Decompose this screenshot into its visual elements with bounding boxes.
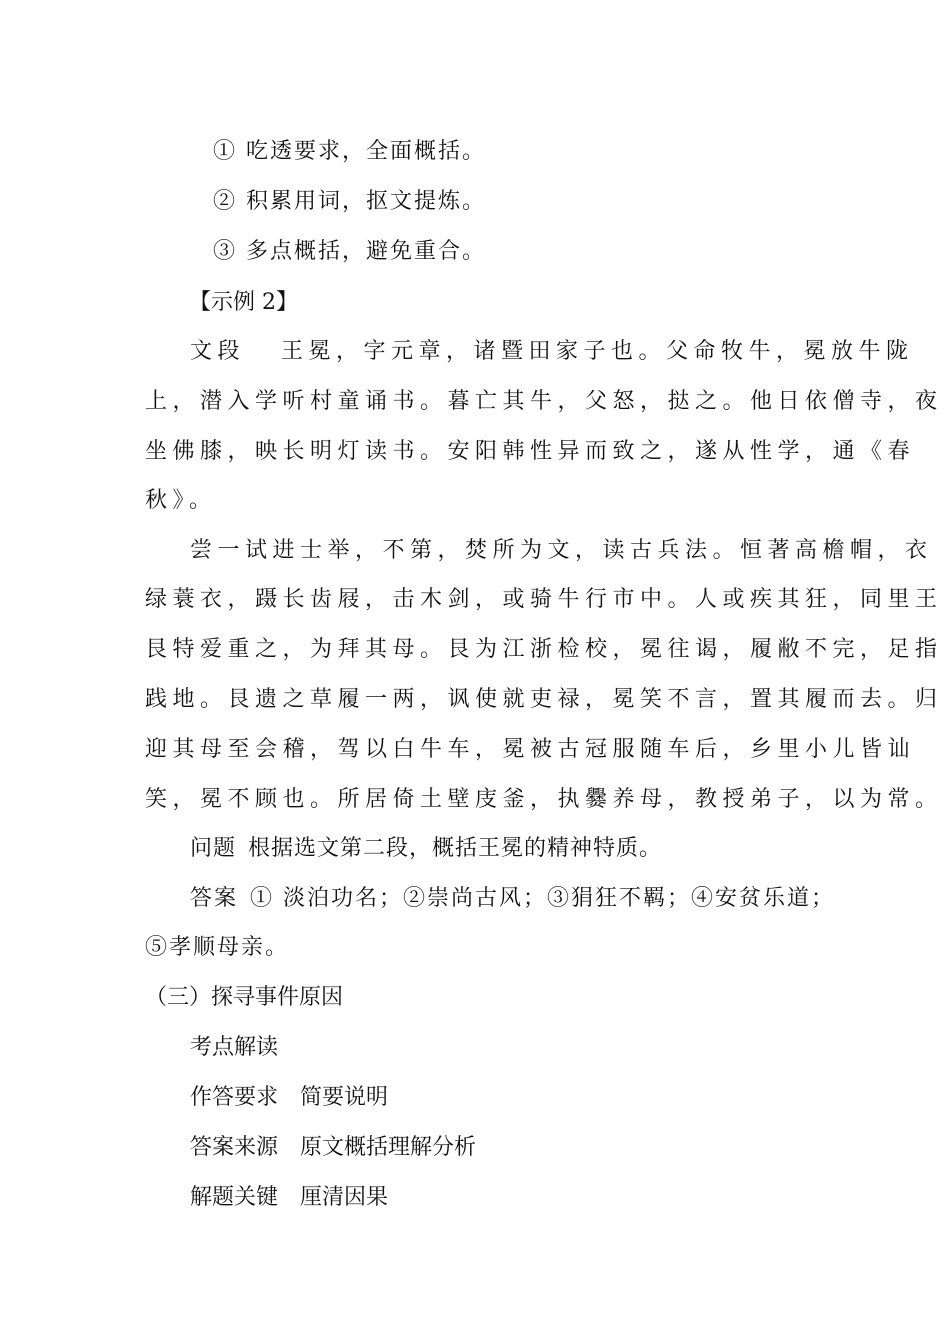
info-row [190,1083,388,1113]
passage-first-line [190,337,914,367]
passage-line: 上，潜入学听村童诵书。暮亡其牛，父怒，挞之。他日依僧寺，夜 [145,389,943,414]
answer [190,884,835,914]
question-label: 问题 [190,836,237,861]
passage-line: 笑，冕不顾也。所居倚土壁庋釜，执爨养母，教授弟子，以为常。 [145,787,943,812]
tip-3: ③ 多点概括，避免重合。 [213,239,486,264]
passage-line: 坐佛膝，映长明灯读书。安阳韩性异而致之，遂从性学，通《春 [145,439,916,464]
passage-line: 践地。艮遗之草履一两，讽使就吏禄，冕笑不言，置其履而去。归 [145,687,943,712]
answer-label: 答案 [190,886,239,911]
info-value: 厘清因果 [300,1185,389,1210]
passage-p1-first: 王冕，字元章，诸暨田家子也。父命牧牛，冕放牛陇 [281,339,914,364]
passage-label: 文段 [190,339,246,364]
info-key: 解题关键 [190,1185,279,1210]
info-key: 作答要求 [190,1085,279,1110]
passage-line: 艮特爱重之，为拜其母。艮为江浙检校，冕往谒，履敝不完，足指 [145,637,943,662]
passage-p2-first: 尝一试进士举，不第，焚所为文，读古兵法。恒著高檐帽，衣 [190,538,933,563]
info-row [190,1183,388,1213]
tip-2: ② 积累用词，抠文提炼。 [213,189,486,214]
info-value: 简要说明 [300,1085,389,1110]
answer-first: ① 淡泊功名；②崇尚古风；③狷狂不羁；④安贫乐道； [250,886,836,911]
passage-line: 迎其母至会稽，驾以白牛车，冕被古冠服随车后，乡里小儿皆讪 [145,737,916,762]
info-key: 答案来源 [190,1135,279,1160]
example-heading: 【示例 2】 [189,290,298,315]
tip-1: ① 吃透要求，全面概括。 [213,139,486,164]
info-value: 原文概括理解分析 [300,1135,477,1160]
section-heading: （三）探寻事件原因 [145,985,344,1010]
section-subheading: 考点解读 [190,1035,279,1060]
question-text: 根据选文第二段，概括王冕的精神特质。 [248,836,663,861]
passage-line: 绿蓑衣，蹑长齿屐，击木剑，或骑牛行市中。人或疾其狂，同里王 [145,587,943,612]
info-row [190,1133,476,1163]
question [190,834,662,864]
passage-line: 秋》。 [145,488,217,513]
answer-second: ⑤孝顺母亲。 [145,935,290,960]
